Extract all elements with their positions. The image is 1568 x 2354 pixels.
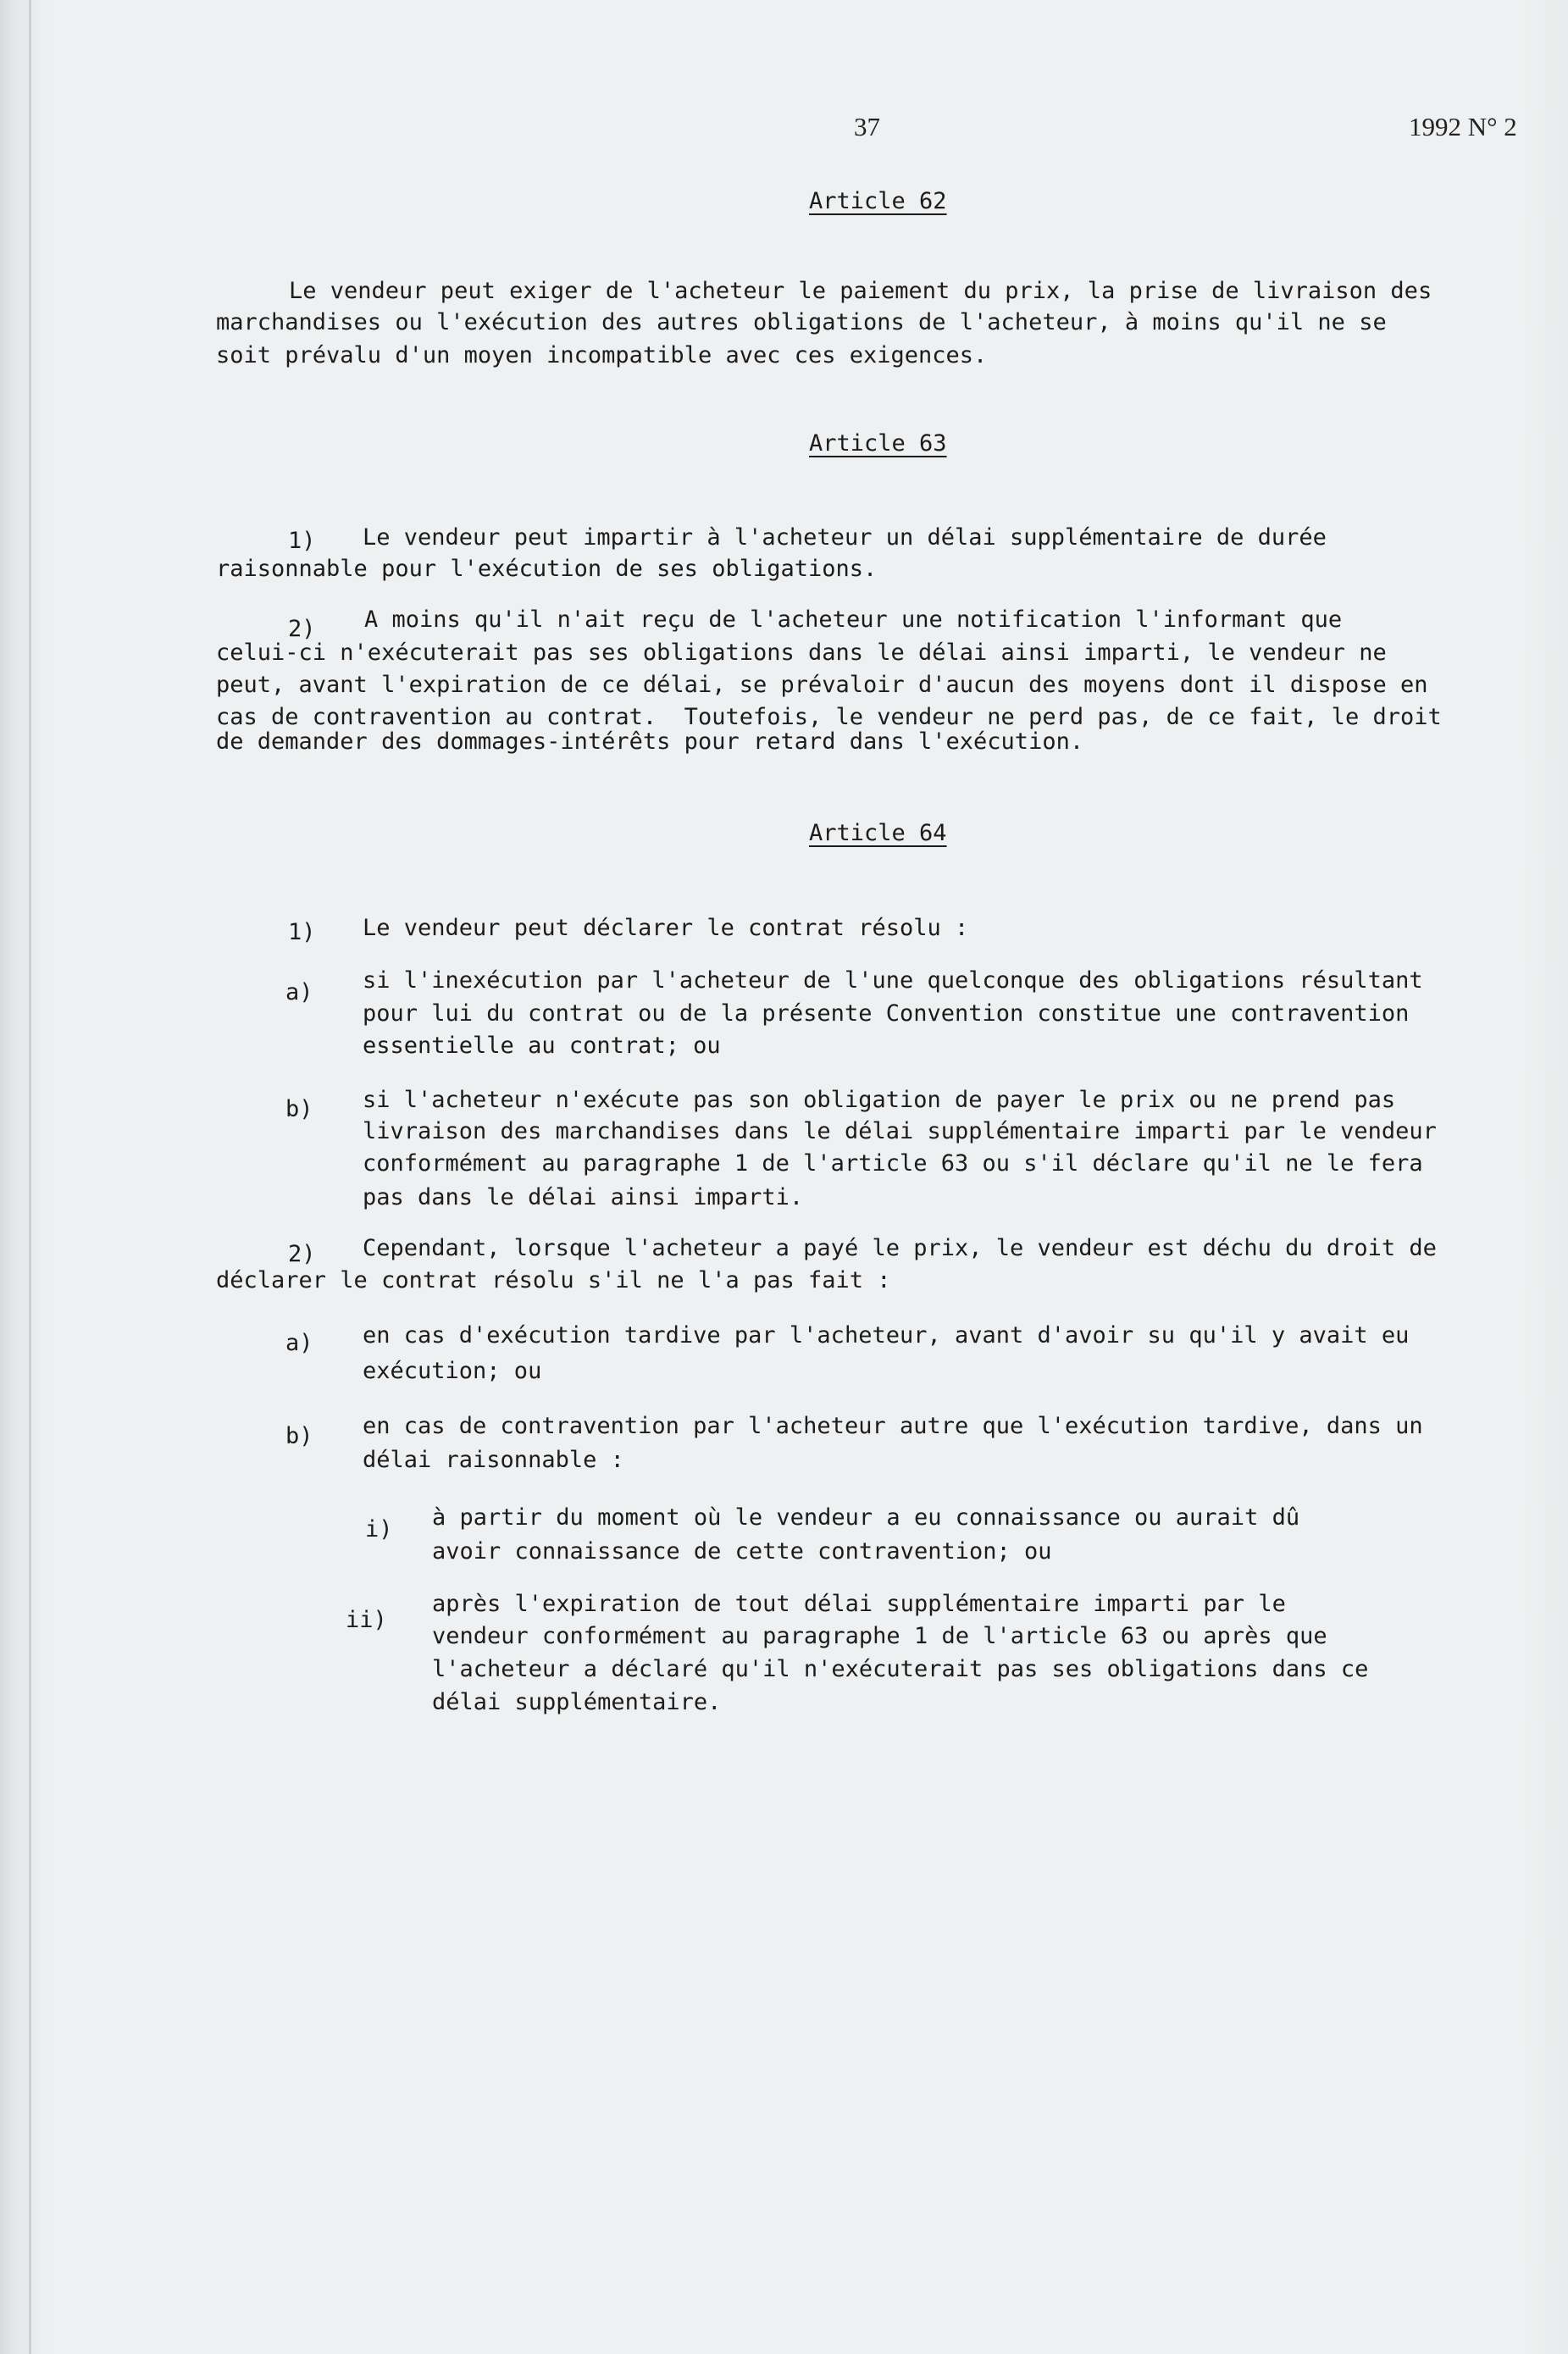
article-63-para-1-line: Le vendeur peut impartir à l'acheteur un délai supplémentaire de durée [363, 524, 1327, 551]
article-64-item-ii-line: vendeur conformément au paragraphe 1 de l'article 63 ou après que [432, 1623, 1327, 1649]
issue-number: 1992 N° 2 [1409, 112, 1517, 141]
article-64-item-b2-line: délai raisonnable : [363, 1447, 624, 1473]
article-64-para-2-line: Cependant, lorsque l'acheteur a payé le prix, le vendeur est déchu du droit de [363, 1235, 1437, 1261]
article-64-item-a-label: a) [285, 979, 313, 1005]
article-64-item-ii-line: l'acheteur a déclaré qu'il n'exécuterait pas ses obligations dans ce [432, 1656, 1369, 1682]
article-63-para-2-line: peut, avant l'expiration de ce délai, se prévaloir d'aucun des moyens dont il dispose en [216, 672, 1428, 698]
article-62-title: Article 62 [809, 188, 947, 214]
article-64-item-b-line: pas dans le délai ainsi imparti. [363, 1184, 804, 1210]
article-64-para-2-line: déclarer le contrat résolu s'il ne l'a pas fait : [216, 1267, 891, 1293]
article-63-para-2-line: de demander des dommages-intérêts pour retard dans l'exécution. [216, 728, 1084, 755]
article-64-item-b-line: conformément au paragraphe 1 de l'article 63 ou s'il déclare qu'il ne le fera [363, 1150, 1423, 1177]
article-64-item-ii-line: après l'expiration de tout délai supplémentaire imparti par le [432, 1591, 1286, 1617]
article-63-title: Article 63 [809, 430, 947, 457]
article-64-item-a-line: essentielle au contrat; ou [363, 1033, 721, 1059]
article-64-item-b-line: si l'acheteur n'exécute pas son obligation de payer le prix ou ne prend pas [363, 1087, 1396, 1113]
article-64-item-b2-label: b) [285, 1423, 313, 1449]
article-62-line: marchandises ou l'exécution des autres obligations de l'acheteur, à moins qu'il ne se [216, 309, 1387, 335]
article-64-item-b-line: livraison des marchandises dans le délai supplémentaire imparti par le vendeur [363, 1118, 1437, 1144]
article-64-item-a-line: si l'inexécution par l'acheteur de l'une quelconque des obligations résultant [363, 967, 1423, 994]
article-62-line: soit prévalu d'un moyen incompatible avec ces exigences. [216, 342, 988, 368]
article-64-item-a2-label: a) [285, 1330, 313, 1356]
article-63-para-2-line: cas de contravention au contrat. Toutefois, le vendeur ne perd pas, de ce fait, le droit [216, 704, 1442, 730]
article-64-para-1-text: Le vendeur peut déclarer le contrat résolu : [363, 915, 969, 941]
article-64-item-i-line: avoir connaissance de cette contravention; ou [432, 1538, 1052, 1565]
article-64-item-ii-line: délai supplémentaire. [432, 1689, 722, 1715]
article-64-item-a2-line: en cas d'exécution tardive par l'acheteur, avant d'avoir su qu'il y avait eu [363, 1322, 1410, 1349]
article-63-para-1-line: raisonnable pour l'exécution de ses obligations. [216, 556, 878, 582]
article-64-title: Article 64 [809, 820, 947, 846]
article-63-para-2-label: 2) [288, 616, 316, 642]
article-64-item-i-line: à partir du moment où le vendeur a eu connaissance ou aurait dû [432, 1504, 1300, 1531]
article-63-para-1-label: 1) [288, 528, 316, 554]
article-64-item-i-label: i) [365, 1516, 393, 1543]
article-63-para-2-line: A moins qu'il n'ait reçu de l'acheteur une notification l'informant que [364, 607, 1343, 633]
article-64-item-ii-label: ii) [346, 1607, 387, 1633]
article-64-para-1-label: 1) [288, 919, 316, 945]
article-64-item-b-label: b) [285, 1096, 313, 1122]
article-64-item-a2-line: exécution; ou [363, 1358, 542, 1384]
article-64-item-b2-line: en cas de contravention par l'acheteur autre que l'exécution tardive, dans un [363, 1413, 1423, 1439]
article-62-line: Le vendeur peut exiger de l'acheteur le paiement du prix, la prise de livraison des [289, 278, 1432, 304]
article-63-para-2-line: celui-ci n'exécuterait pas ses obligations dans le délai ainsi imparti, le vendeur ne [216, 640, 1387, 666]
article-64-para-2-label: 2) [288, 1241, 316, 1267]
article-64-item-a-line: pour lui du contrat ou de la présente Convention constitue une contravention [363, 1000, 1410, 1027]
page-spine-shadow [29, 0, 31, 2354]
page-number: 37 [854, 112, 880, 141]
